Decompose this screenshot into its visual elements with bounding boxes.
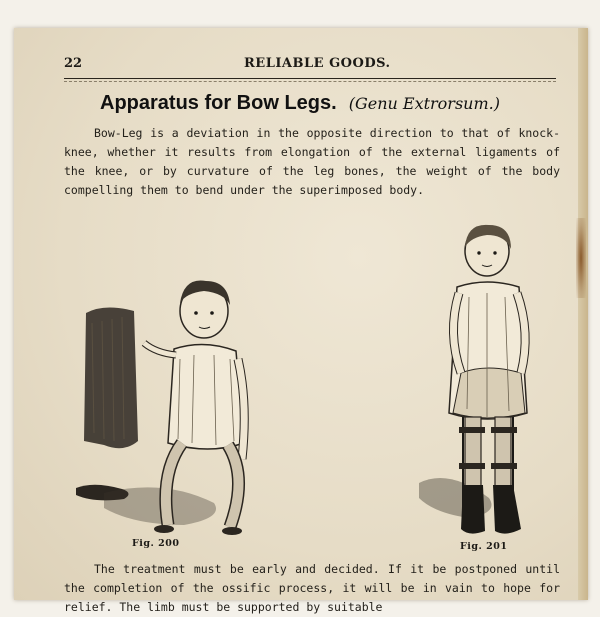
page-header (64, 56, 564, 78)
treatment-text (64, 560, 560, 617)
header-rule (64, 78, 556, 79)
paragraph-2: The treatment must be early and decided. If it be postponed until the completion of the ossific process, it will be in vain to hope for relief. The limb must be supported by suitable (64, 562, 560, 614)
article-heading (100, 92, 580, 115)
page-number: 22 (64, 56, 83, 71)
running-title: RELIABLE GOODS. (244, 56, 391, 71)
figure-201-caption: Fig. 201 (460, 541, 508, 552)
article-subtitle: (Genu Extrorsum.) (348, 94, 500, 113)
paragraph-1: Bow-Leg is a deviation in the opposite direction to that of knock-knee, whether it results from elongation of the external ligaments of the knee, or by curvature of the leg bones, the weight of the body compelling them to bend under the superimposed body. (64, 126, 560, 197)
article-title: Apparatus for Bow Legs. (100, 92, 337, 114)
header-rule-dashed (64, 81, 556, 82)
binding-stain (576, 218, 586, 298)
intro-text (64, 124, 560, 200)
figure-200-illustration (64, 263, 254, 538)
figure-200-caption: Fig. 200 (132, 538, 180, 549)
catalog-page (14, 28, 588, 614)
figure-201-illustration (409, 213, 549, 543)
